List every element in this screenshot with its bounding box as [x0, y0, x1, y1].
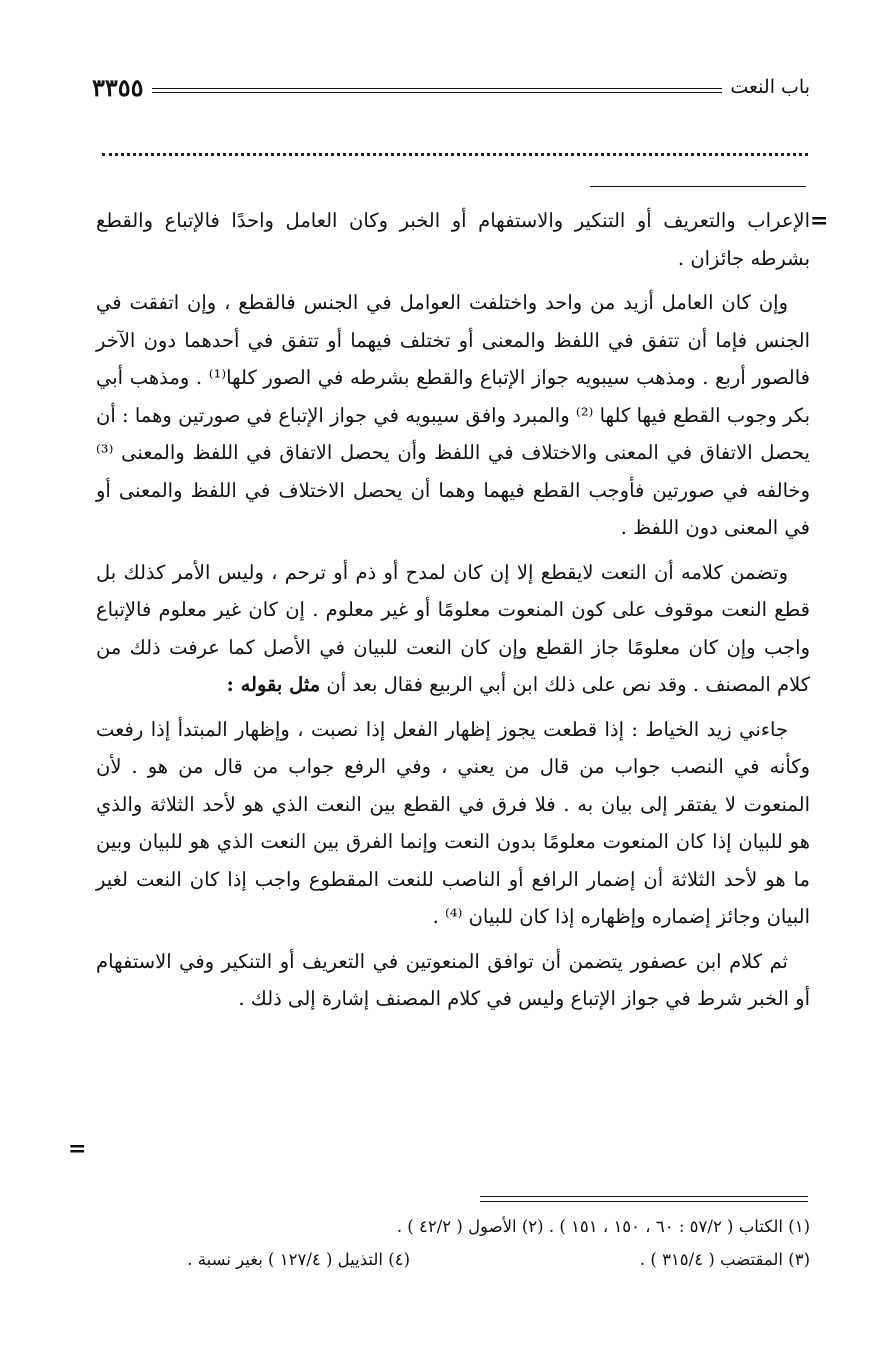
footnote-4: (٤) التذييل ( ١٢٧/٤ ) بغير نسبة . [187, 1250, 410, 1269]
body-text [96, 202, 810, 1025]
footnote-3: (٣) المقتضب ( ٣١٥/٤ ) . [639, 1250, 810, 1269]
continuation-mark-end: = [68, 1136, 87, 1162]
footnote-rule-bottom [480, 1201, 808, 1202]
footnote-1-2: (١) الكتاب ( ٥٧/٢ : ٦٠ ، ١٥٠ ، ١٥١ ) . (٢) الأصول ( ٤٢/٢ ) . [396, 1217, 810, 1236]
page-number: ٣٣٥٥ [92, 72, 144, 102]
header-rule [152, 88, 723, 93]
footnote-rule-top [480, 1196, 808, 1197]
short-rule [590, 186, 806, 187]
chapter-title: باب النعت [730, 76, 810, 98]
paragraph-3-text: وتضمن كلامه أن النعت لايقطع إلا إن كان لمدح أو ذم أو ترحم ، وليس الأمر كذلك بل قطع النعت موقوف على كون المنعوت معلومًا أو غير معلوم . إن كان غير معلوم فالإتباع واجب وإن كان معلومًا جاز القطع وإن كان النعت للبيان في الأصل كما عرفت ذلك من كلام المصنف . وقد نص على ذلك ابن أبي الربيع فقال بعد أن [96, 560, 810, 696]
footnotes [96, 1210, 810, 1276]
paragraph-3-bold-tail: مثل بقوله : [226, 673, 321, 696]
page-header [92, 70, 810, 104]
paragraph-5: ثم كلام ابن عصفور يتضمن أن توافق المنعوتين في التعريف أو التنكير وفي الاستفهام أو الخبر شرط في جواز الإتباع وليس في كلام المصنف إشارة إلى ذلك . [96, 949, 810, 1010]
continuation-mark-start: = [810, 208, 829, 234]
dotted-separator [102, 142, 808, 156]
paragraph-3 [96, 554, 810, 704]
footnote-line-2 [96, 1243, 810, 1276]
paragraph-2: وإن كان العامل أزيد من واحد واختلفت العوامل في الجنس فالقطع ، وإن اتفقت في الجنس فإما أن تتفق في اللفظ والمعنى أو تختلف فيهما أو تتفق في أحدهما دون الآخر فالصور أربع . ومذهب سيبويه جواز الإتباع والقطع بشرطه في الصور كلها⁽¹⁾ . ومذهب أبي بكر وجوب القطع فيها كلها ⁽²⁾ والمبرد وافق سيبويه في جواز الإتباع في صورتين وهما : أن يحصل الاتفاق في المعنى والاختلاف في اللفظ وأن يحصل الاتفاق في اللفظ والمعنى ⁽³⁾ وخالفه في صورتين فأوجب القطع فيهما وهما أن يحصل الاختلاف في اللفظ والمعنى أو في المعنى دون اللفظ . [96, 291, 811, 539]
paragraph-1: الإعراب والتعريف أو التنكير والاستفهام أو الخبر وكان العامل واحدًا فالإتباع والقطع بشرطه جائزان . [96, 209, 810, 270]
footnote-line-1 [96, 1210, 810, 1243]
paragraph-4: جاءني زيد الخياط : إذا قطعت يجوز إظهار الفعل إذا نصبت ، وإظهار المبتدأ إذا رفعت وكأنه في النصب جواب من قال من يعني ، وفي الرفع جواب من قال من هو . لأن المنعوت لا يفتقر إلى بيان به . فلا فرق في القطع بين النعت الذي هو لأحد الثلاثة والذي هو للبيان إذا كان المنعوت معلومًا بدون النعت وإنما الفرق بين النعت الذي هو للبيان وبين ما هو لأحد الثلاثة أن إضمار الرافع أو الناصب للنعت المقطوع واجب إذا كان النعت لغير البيان وجائز إضماره وإظهاره إذا كان للبيان ⁽⁴⁾ . [96, 717, 810, 928]
